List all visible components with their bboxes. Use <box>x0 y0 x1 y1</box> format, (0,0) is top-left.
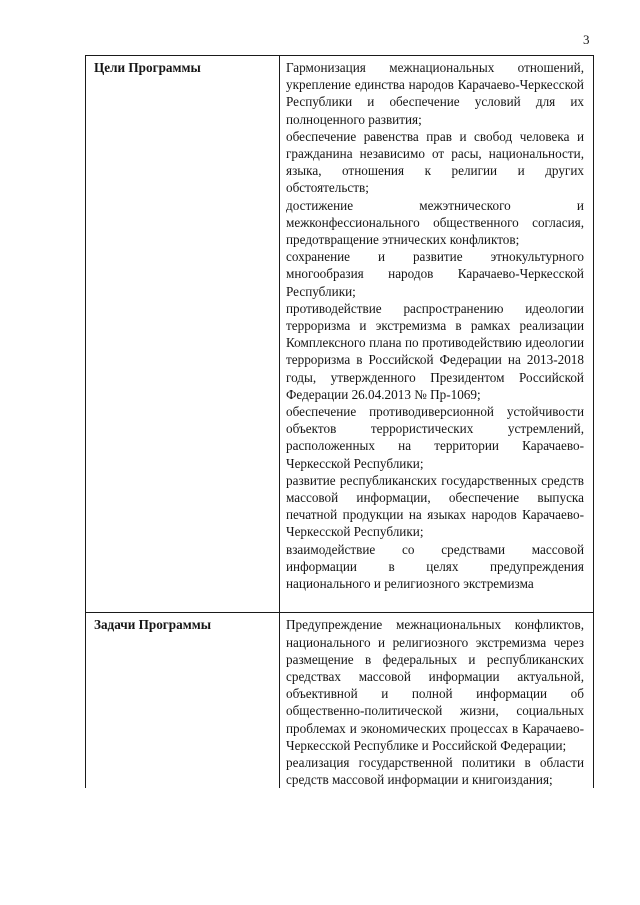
paragraph: достижение межэтнического и межконфессионального общественного согласия, предотвращение этнических конфликтов; <box>286 197 584 248</box>
program-passport-table <box>85 55 594 788</box>
paragraph: реализация государственной политики в области средств массовой информации и книгоиздания; <box>286 754 584 788</box>
goals-content <box>280 56 593 612</box>
paragraph: обеспечение равенства прав и свобод человека и гражданина независимо от расы, национальности, языка, отношения к религии и других обстоятельств; <box>286 128 584 196</box>
paragraph: Гармонизация межнациональных отношений, укрепление единства народов Карачаево-Черкесской Республики и обеспечение условий для их полноценного развития; <box>286 60 584 127</box>
tasks-content <box>280 613 593 788</box>
paragraph: противодействие распространению идеологии терроризма и экстремизма в рамках реализации Комплексного плана по противодействию идеологии терроризма в Российской Федерации на 2013-2018 годы, утвержденного Президентом Российской Федерации 26.04.2013 № Пр-1069; <box>286 300 584 402</box>
paragraph: Предупреждение межнациональных конфликтов, национального и религиозного экстремизма через размещение в федеральных и республиканских средствах массовой информации актуальной, объективной и полной информации об общественно-политической жизни, социальных проблемах и экономических процессах в Карачаево-Черкесской Республике и Российской Федерации; <box>286 617 584 753</box>
paragraph: сохранение и развитие этнокультурного многообразия народов Карачаево-Черкесской Республики; <box>286 249 584 299</box>
paragraph: развитие республиканских государственных средств массовой информации, обеспечение выпуска печатной продукции на языках народов Карачаево-Черкесской Республики; <box>286 472 584 540</box>
row-label: Задачи Программы <box>94 617 211 633</box>
paragraph: взаимодействие со средствами массовой информации в целях предупреждения национального и религиозного экстремизма <box>286 541 584 592</box>
row-label: Цели Программы <box>94 60 201 75</box>
table-row-goals <box>86 56 594 613</box>
content-cell <box>280 56 594 613</box>
label-cell <box>86 56 280 613</box>
page-number: 3 <box>583 32 590 47</box>
paragraph: обеспечение противодиверсионной устойчивости объектов террористических устремлений, расположенных на территории Карачаево-Черкесской Республики; <box>286 404 584 471</box>
label-cell <box>86 613 280 789</box>
table-row-tasks <box>86 613 594 789</box>
content-cell <box>280 613 594 789</box>
